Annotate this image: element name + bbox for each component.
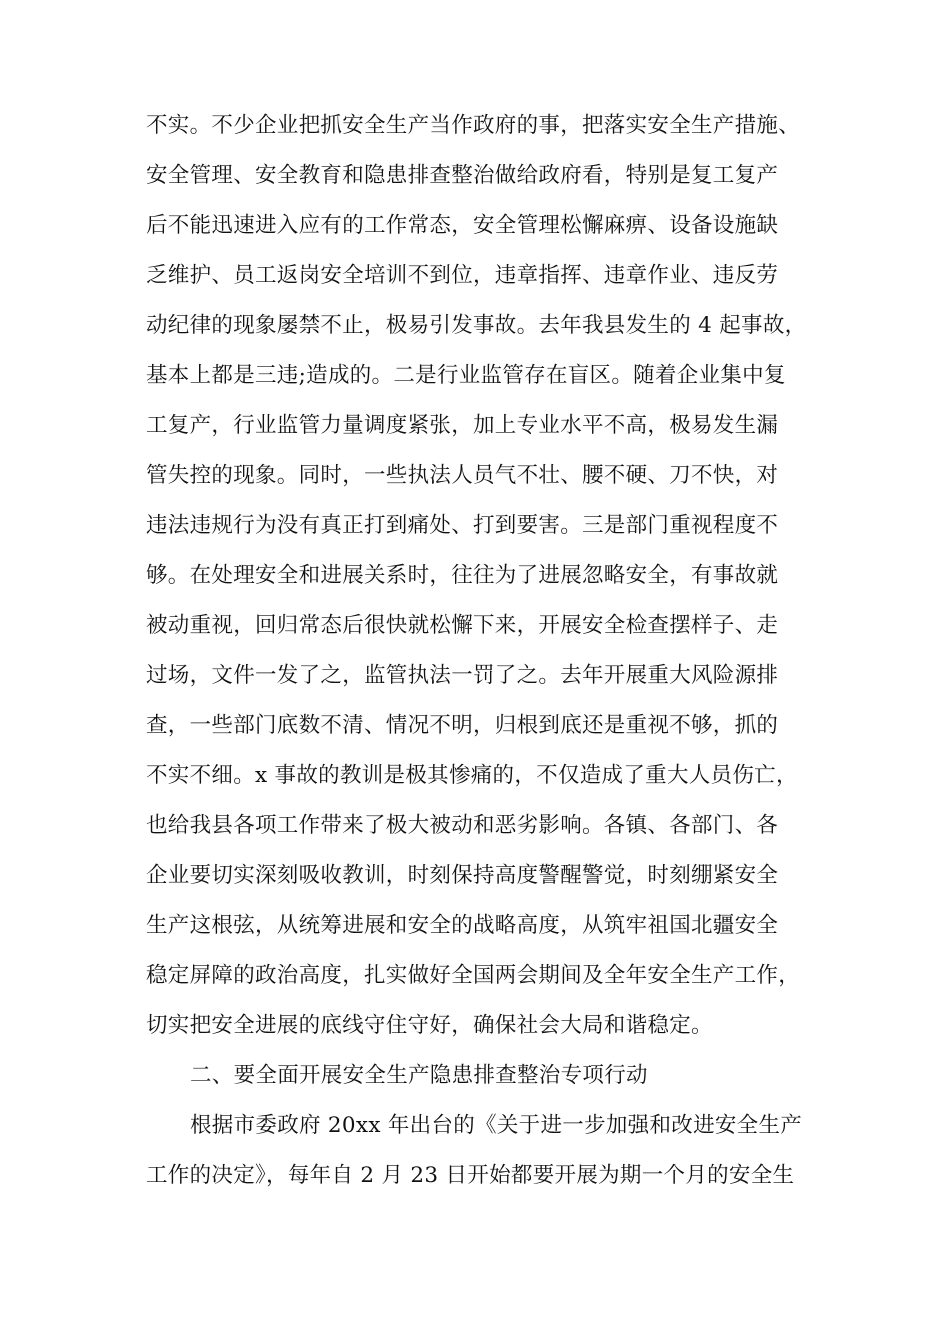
text-line: 根据市委政府 20xx 年出台的《关于进一步加强和改进安全生产 (190, 1113, 803, 1138)
text-line: 查，一些部门底数不清、情况不明，归根到底还是重视不够，抓的 (146, 713, 779, 738)
text-line: 切实把安全进展的底线守住守好，确保社会大局和谐稳定。 (146, 1013, 713, 1038)
text-line: 也给我县各项工作带来了极大被动和恶劣影响。各镇、各部门、各 (146, 813, 779, 838)
text-line: 基本上都是三违;造成的。二是行业监管存在盲区。随着企业集中复 (146, 363, 786, 388)
text-line: 安全管理、安全教育和隐患排查整治做给政府看，特别是复工复产 (146, 163, 779, 188)
text-line: 后不能迅速进入应有的工作常态，安全管理松懈麻痹、设备设施缺 (146, 213, 779, 238)
text-line: 工作的决定》，每年自 2 月 23 日开始都要开展为期一个月的安全生 (146, 1163, 795, 1188)
text-line: 不实不细。x 事故的教训是极其惨痛的，不仅造成了重大人员伤亡， (146, 763, 798, 788)
text-line: 生产这根弦，从统筹进展和安全的战略高度，从筑牢祖国北疆安全 (146, 913, 779, 938)
text-line: 工复产，行业监管力量调度紧张，加上专业水平不高，极易发生漏 (146, 413, 779, 438)
text-line: 过场，文件一发了之，监管执法一罚了之。去年开展重大风险源排 (146, 663, 779, 688)
text-line: 违法违规行为没有真正打到痛处、打到要害。三是部门重视程度不 (146, 513, 779, 538)
text-line: 够。在处理安全和进展关系时，往往为了进展忽略安全，有事故就 (146, 563, 779, 588)
text-line: 被动重视，回归常态后很快就松懈下来，开展安全检查摆样子、走 (146, 613, 779, 638)
text-line: 不实。不少企业把抓安全生产当作政府的事，把落实安全生产措施、 (146, 113, 801, 138)
text-line: 稳定屏障的政治高度，扎实做好全国两会期间及全年安全生产工作， (146, 963, 801, 988)
text-line: 乏维护、员工返岗安全培训不到位，违章指挥、违章作业、违反劳 (146, 263, 779, 288)
text-line: 动纪律的现象屡禁不止，极易引发事故。去年我县发生的 4 起事故， (146, 313, 807, 338)
text-line: 企业要切实深刻吸收教训，时刻保持高度警醒警觉，时刻绷紧安全 (146, 863, 779, 888)
text-line: 管失控的现象。同时，一些执法人员气不壮、腰不硬、刀不快，对 (146, 463, 779, 488)
text-line: 二、要全面开展安全生产隐患排查整治专项行动 (190, 1063, 648, 1088)
